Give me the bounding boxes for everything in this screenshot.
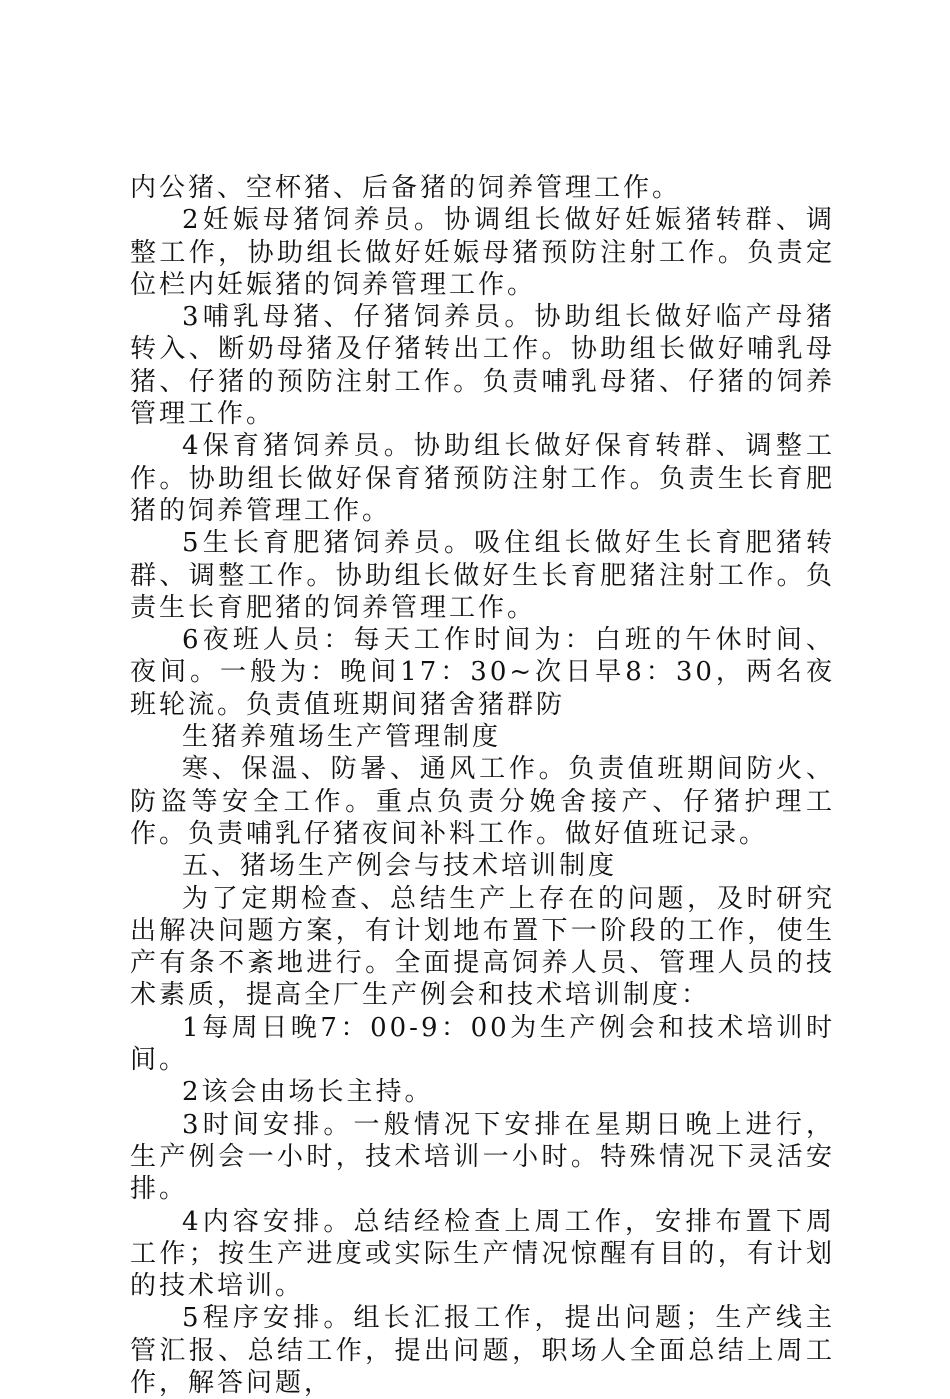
paragraph: 内公猪、空杯猪、后备猪的饲养管理工作。 xyxy=(130,173,682,203)
paragraph: 5程序安排。组长汇报工作，提出问题；生产线主管汇报、总结工作，提出问题，职场人全面总结上周工作，解答问题， xyxy=(130,1303,835,1398)
paragraph: 寒、保温、防暑、通风工作。负责值班期间防火、防盗等安全工作。重点负责分娩舍接产、仔猪护理工作。负责哺乳仔猪夜间补料工作。做好值班记录。 xyxy=(130,754,835,849)
paragraph: 5生长育肥猪饲养员。吸住组长做好生长育肥猪转群、调整工作。协助组长做好生长育肥猪注射工作。负责生长育肥猪的饲养管理工作。 xyxy=(130,528,835,623)
paragraph: 4保育猪饲养员。协助组长做好保育转群、调整工作。协助组长做好保育猪预防注射工作。负责生长育肥猪的饲养管理工作。 xyxy=(130,431,835,526)
paragraph: 2妊娠母猪饲养员。协调组长做好妊娠猪转群、调整工作，协助组长做好妊娠母猪预防注射工作。负责定位栏内妊娠猪的饲养管理工作。 xyxy=(130,205,835,300)
paragraph: 1每周日晚7：00-9：00为生产例会和技术培训时间。 xyxy=(130,1012,835,1076)
paragraph: 3哺乳母猪、仔猪饲养员。协助组长做好临产母猪转入、断奶母猪及仔猪转出工作。协助组长做好哺乳母猪、仔猪的预防注射工作。负责哺乳母猪、仔猪的饲养管理工作。 xyxy=(130,302,835,430)
section-heading: 五、猪场生产例会与技术培训制度 xyxy=(182,851,618,882)
section-heading: 生猪养殖场生产管理制度 xyxy=(182,722,502,753)
paragraph: 3时间安排。一般情况下安排在星期日晚上进行，生产例会一小时，技术培训一小时。特殊情况下灵活安排。 xyxy=(130,1109,835,1205)
paragraph: 2该会由场长主持。 xyxy=(182,1077,434,1108)
paragraph: 6夜班人员：每天工作时间为：白班的午休时间、夜间。一般为：晚间17：30~次日早8：30，两名夜班轮流。负责值班期间猪舍猪群防 xyxy=(130,625,835,720)
paragraph: 为了定期检查、总结生产上存在的问题，及时研究出解决问题方案，有计划地布置下一阶段的工作，使生产有条不紊地进行。全面提高饲养人员、管理人员的技术素质，提高全厂生产例会和技术培训制度： xyxy=(130,883,835,1011)
paragraph: 4内容安排。总结经检查上周工作，安排布置下周工作；按生产进度或实际生产情况惊醒有目的，有计划的技术培训。 xyxy=(130,1206,835,1302)
document-body xyxy=(130,172,835,1399)
